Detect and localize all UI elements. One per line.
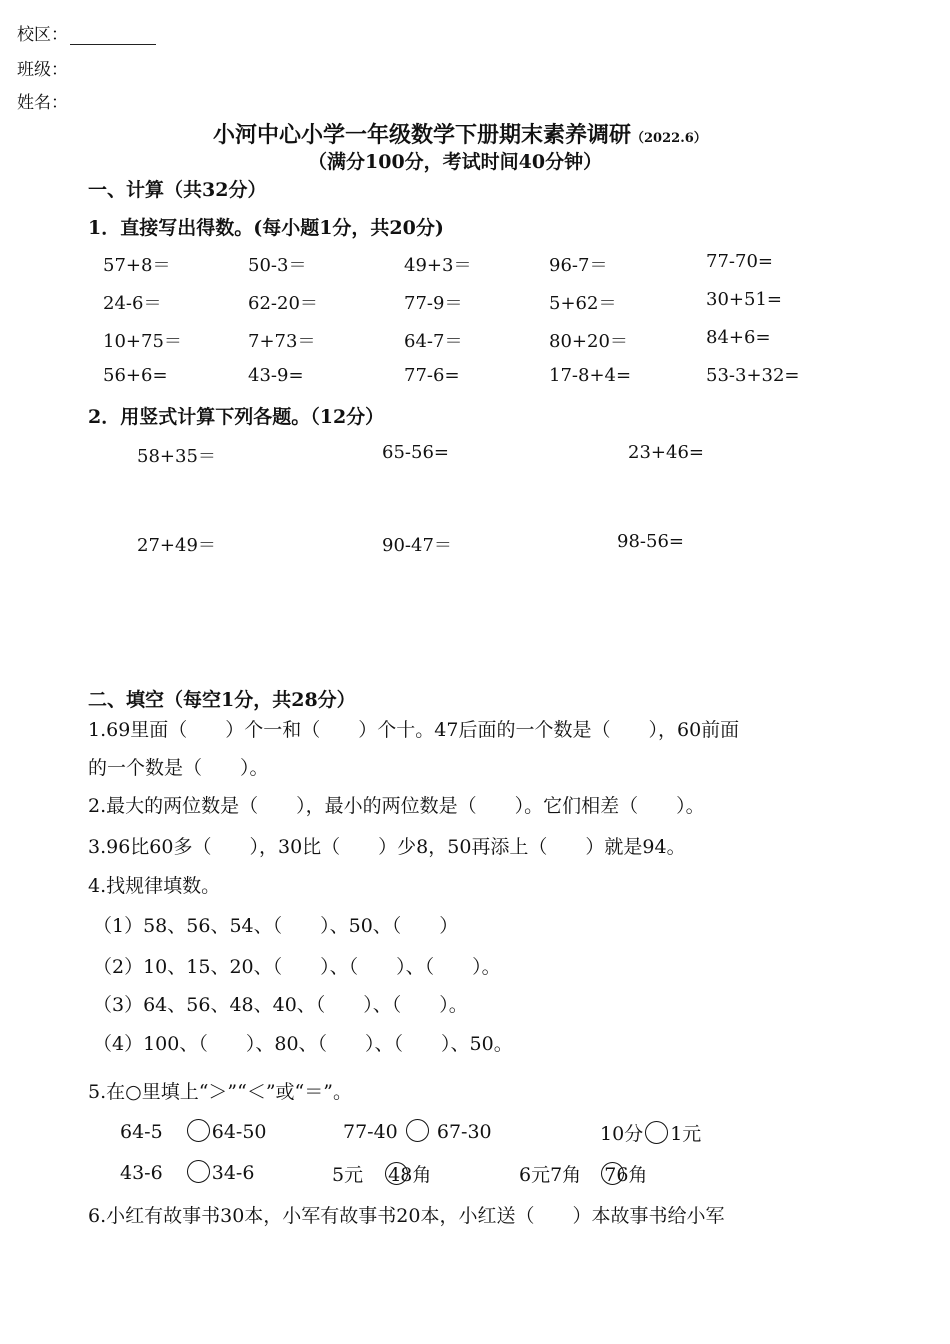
compare-c-right: 1元 xyxy=(670,1123,702,1145)
fill-q4: 4.找规律填数。 xyxy=(88,875,221,897)
fill-q3: 3.96比60多（ ），30比（ ）少8，50再添上（ ）就是94。 xyxy=(88,836,686,858)
fill-q4-3: （3）64、56、48、40、（ ）、（ ）。 xyxy=(93,994,468,1016)
mental-r1-c0: 24-6＝ xyxy=(103,293,162,314)
mental-r2-c0: 10+75＝ xyxy=(103,331,182,352)
vertical-r1-c1: 90-47＝ xyxy=(382,535,452,556)
compare-c-circle[interactable] xyxy=(645,1121,668,1144)
mental-r0-c4: 77-70= xyxy=(706,251,773,272)
fill-q2: 2.最大的两位数是（ ），最小的两位数是（ ）。它们相差（ ）。 xyxy=(88,795,705,817)
title-year: （2022.6） xyxy=(631,131,707,146)
mental-r3-c3: 17-8+4= xyxy=(549,365,632,386)
compare-b-right: 67-30 xyxy=(436,1121,492,1143)
compare-b-circle[interactable] xyxy=(406,1119,429,1142)
compare-b-left: 77-40 xyxy=(343,1121,398,1143)
mental-r1-c3: 5+62＝ xyxy=(549,293,617,314)
mental-r3-c0: 56+6= xyxy=(103,365,168,386)
campus-blank[interactable] xyxy=(70,28,156,45)
compare-e-left: 5元 xyxy=(332,1164,364,1186)
section1-heading: 一、计算（共32分） xyxy=(88,179,267,201)
fill-q4-2: （2）10、15、20、（ ）、（ ）、（ ）。 xyxy=(93,956,501,978)
fill-q6: 6.小红有故事书30本，小军有故事书20本，小红送（ ）本故事书给小军 xyxy=(88,1205,725,1227)
section2-heading: 二、填空（每空1分，共28分） xyxy=(88,689,356,711)
title-text: 小河中心小学一年级数学下册期末素养调研 xyxy=(213,122,632,148)
question2-label: 2．用竖式计算下列各题。（12分） xyxy=(88,406,385,428)
vertical-r0-c2: 23+46= xyxy=(628,442,704,463)
vertical-r1-c2: 98-56= xyxy=(617,531,684,552)
mental-r2-c3: 80+20＝ xyxy=(549,331,628,352)
compare-c-left: 10分 xyxy=(600,1123,644,1145)
mental-r3-c1: 43-9= xyxy=(248,365,304,386)
name-label: 姓名： xyxy=(17,93,68,113)
compare-d-right: 34-6 xyxy=(211,1162,255,1184)
vertical-r1-c0: 27+49＝ xyxy=(137,535,216,556)
compare-e-right: 48角 xyxy=(388,1164,432,1186)
vertical-r0-c0: 58+35＝ xyxy=(137,446,216,467)
page-subtitle: （满分100分，考试时间40分钟） xyxy=(308,151,603,173)
vertical-r0-c1: 65-56= xyxy=(382,442,449,463)
compare-e xyxy=(332,1160,431,1187)
compare-c xyxy=(600,1119,701,1146)
compare-d xyxy=(120,1160,254,1184)
compare-a-circle[interactable] xyxy=(187,1119,210,1142)
fill-q1-line1: 1.69里面（ ）个一和（ ）个十。47后面的一个数是（ ），60前面 xyxy=(88,719,740,741)
mental-r0-c2: 49+3＝ xyxy=(404,255,472,276)
compare-a xyxy=(120,1119,267,1143)
class-label: 班级： xyxy=(17,60,68,80)
compare-a-right: 64-50 xyxy=(211,1121,267,1143)
compare-f-left: 6元7角 xyxy=(519,1164,582,1186)
mental-r1-c2: 77-9＝ xyxy=(404,293,463,314)
question1-label: 1．直接写出得数。(每小题1分，共20分) xyxy=(88,217,444,239)
compare-b xyxy=(343,1119,492,1143)
fill-q1-line2: 的一个数是（ ）。 xyxy=(88,757,269,779)
fill-q4-4: （4）100、（ ）、80、（ ）、（ ）、50。 xyxy=(93,1033,513,1055)
compare-a-left: 64-5 xyxy=(120,1121,163,1143)
mental-r1-c4: 30+51= xyxy=(706,289,782,310)
mental-r0-c1: 50-3＝ xyxy=(248,255,307,276)
mental-r2-c4: 84+6= xyxy=(706,327,771,348)
mental-r3-c2: 77-6= xyxy=(404,365,460,386)
campus-field xyxy=(17,20,156,45)
mental-r0-c3: 96-7＝ xyxy=(549,255,608,276)
mental-r0-c0: 57+8＝ xyxy=(103,255,171,276)
fill-q5: 5.在○里填上“＞”“＜”或“＝”。 xyxy=(88,1081,352,1103)
mental-r1-c1: 62-20＝ xyxy=(248,293,318,314)
campus-label: 校区： xyxy=(17,25,68,45)
page-title xyxy=(213,118,707,149)
compare-f-right: 76角 xyxy=(604,1164,648,1186)
fill-q4-1: （1）58、56、54、（ ）、50、（ ） xyxy=(93,915,459,937)
mental-r2-c2: 64-7＝ xyxy=(404,331,463,352)
mental-r2-c1: 7+73＝ xyxy=(248,331,316,352)
compare-d-circle[interactable] xyxy=(187,1160,210,1183)
compare-f xyxy=(519,1160,647,1187)
compare-d-left: 43-6 xyxy=(120,1162,163,1184)
mental-r3-c4: 53-3+32= xyxy=(706,365,800,386)
